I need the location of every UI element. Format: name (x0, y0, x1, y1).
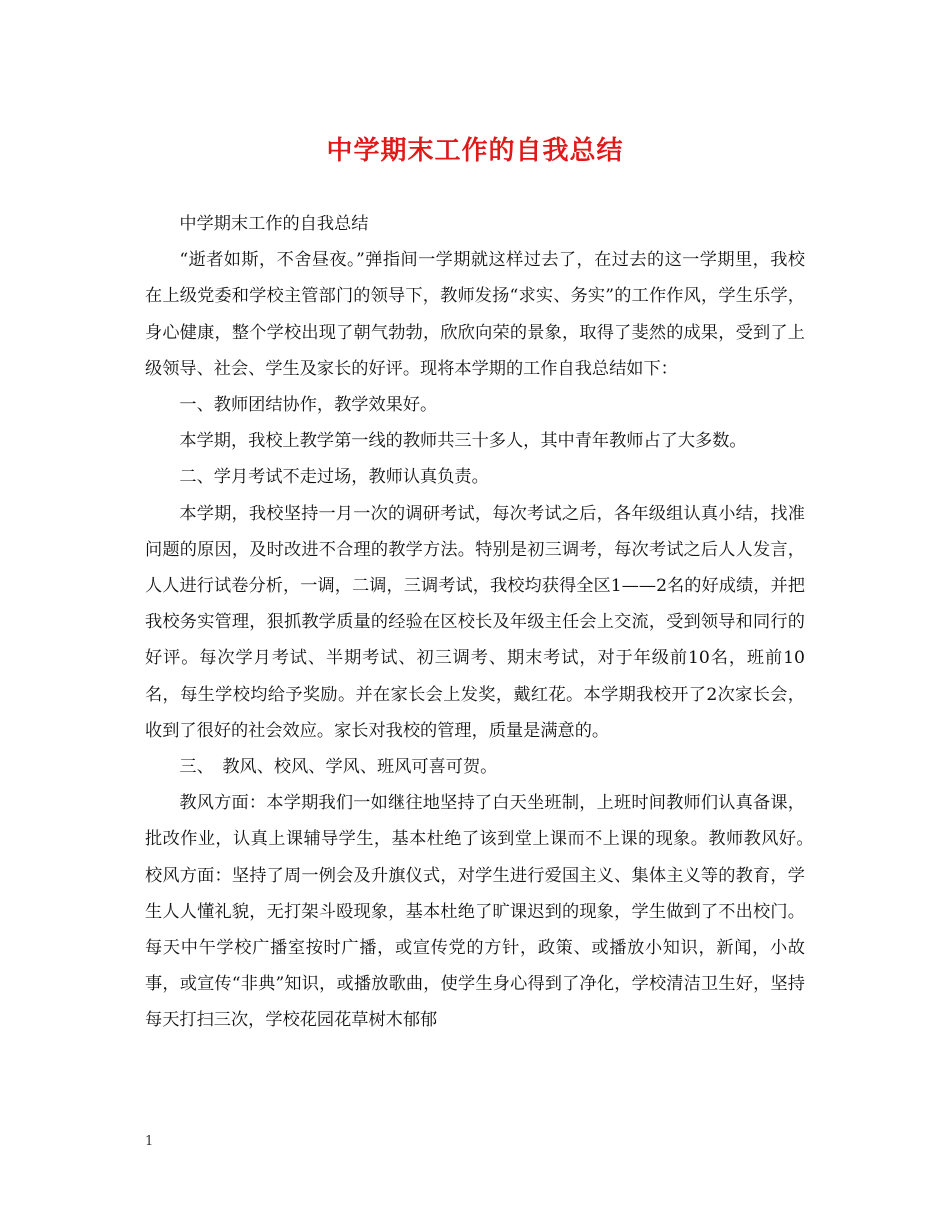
paragraph-subtitle: 中学期末工作的自我总结 (179, 214, 369, 234)
document-body (145, 206, 823, 1039)
section-heading-2: 二、学月考试不走过场，教师认真负责。 (179, 467, 489, 488)
paragraph-section-1: 本学期，我校上教学第一线的教师共三十多人，其中青年教师占了大多数。 (179, 431, 747, 452)
document-title: 中学期末工作的自我总结 (326, 136, 624, 166)
section-heading-3: 三、 教风、校风、学风、班风可喜可贺。 (179, 757, 498, 778)
paragraph-intro: “逝者如斯，不舍昼夜。”弹指间一学期就这样过去了，在过去的这一学期里，我校在上级党委和学校主管部门的领导下，教师发扬“求实、务实”的工作作风，学生乐学，身心健康，整个学校出现了朝气勃勃，欣欣向荣的景象，取得了斐然的成果，受到了上级领导、社会、学生及家长的好评。现将本学期的工作自我总结如下： (145, 250, 805, 379)
paragraph-section-2: 本学期，我校坚持一月一次的调研考试，每次考试之后，各年级组认真小结，找准问题的原因，及时改进不合理的教学方法。特别是初三调考，每次考试之后人人发言，人人进行试卷分析，一调，二调，三调考试，我校均获得全区1——2名的好成绩，并把我校务实管理，狠抓教学质量的经验在区校长及年级主任会上交流，受到领导和同行的好评。每次学月考试、半期考试、初三调考、期末考试，对于年级前10名，班前10名，每生学校均给予奖励。并在家长会上发奖，戴红花。本学期我校开了2次家长会，收到了很好的社会效应。家长对我校的管理，质量是满意的。 (145, 503, 805, 741)
page-number: 1 (145, 1134, 154, 1149)
section-heading-1: 一、教师团结协作，教学效果好。 (179, 395, 438, 416)
paragraph-section-3: 教风方面：本学期我们一如继往地坚持了白天坐班制，上班时间教师们认真备课，批改作业，认真上课辅导学生，基本杜绝了该到堂上课而不上课的现象。教师教风好。 校风方面：坚持了周一例会及升旗仪式，对学生进行爱国主义、集体主义等的教育，学生人人懂礼貌，无打架斗殴现象，基本杜绝了旷课迟到的现象，学生做到了不出校门。每天中午学校广播室按时广播，或宣传党的方针，政策、或播放小知识，新闻，小故事，或宣传“非典”知识，或播放歌曲，使学生身心得到了净化，学校清洁卫生好，坚持每天打扫三次，学校花园花草树木郁郁 (145, 793, 823, 1031)
